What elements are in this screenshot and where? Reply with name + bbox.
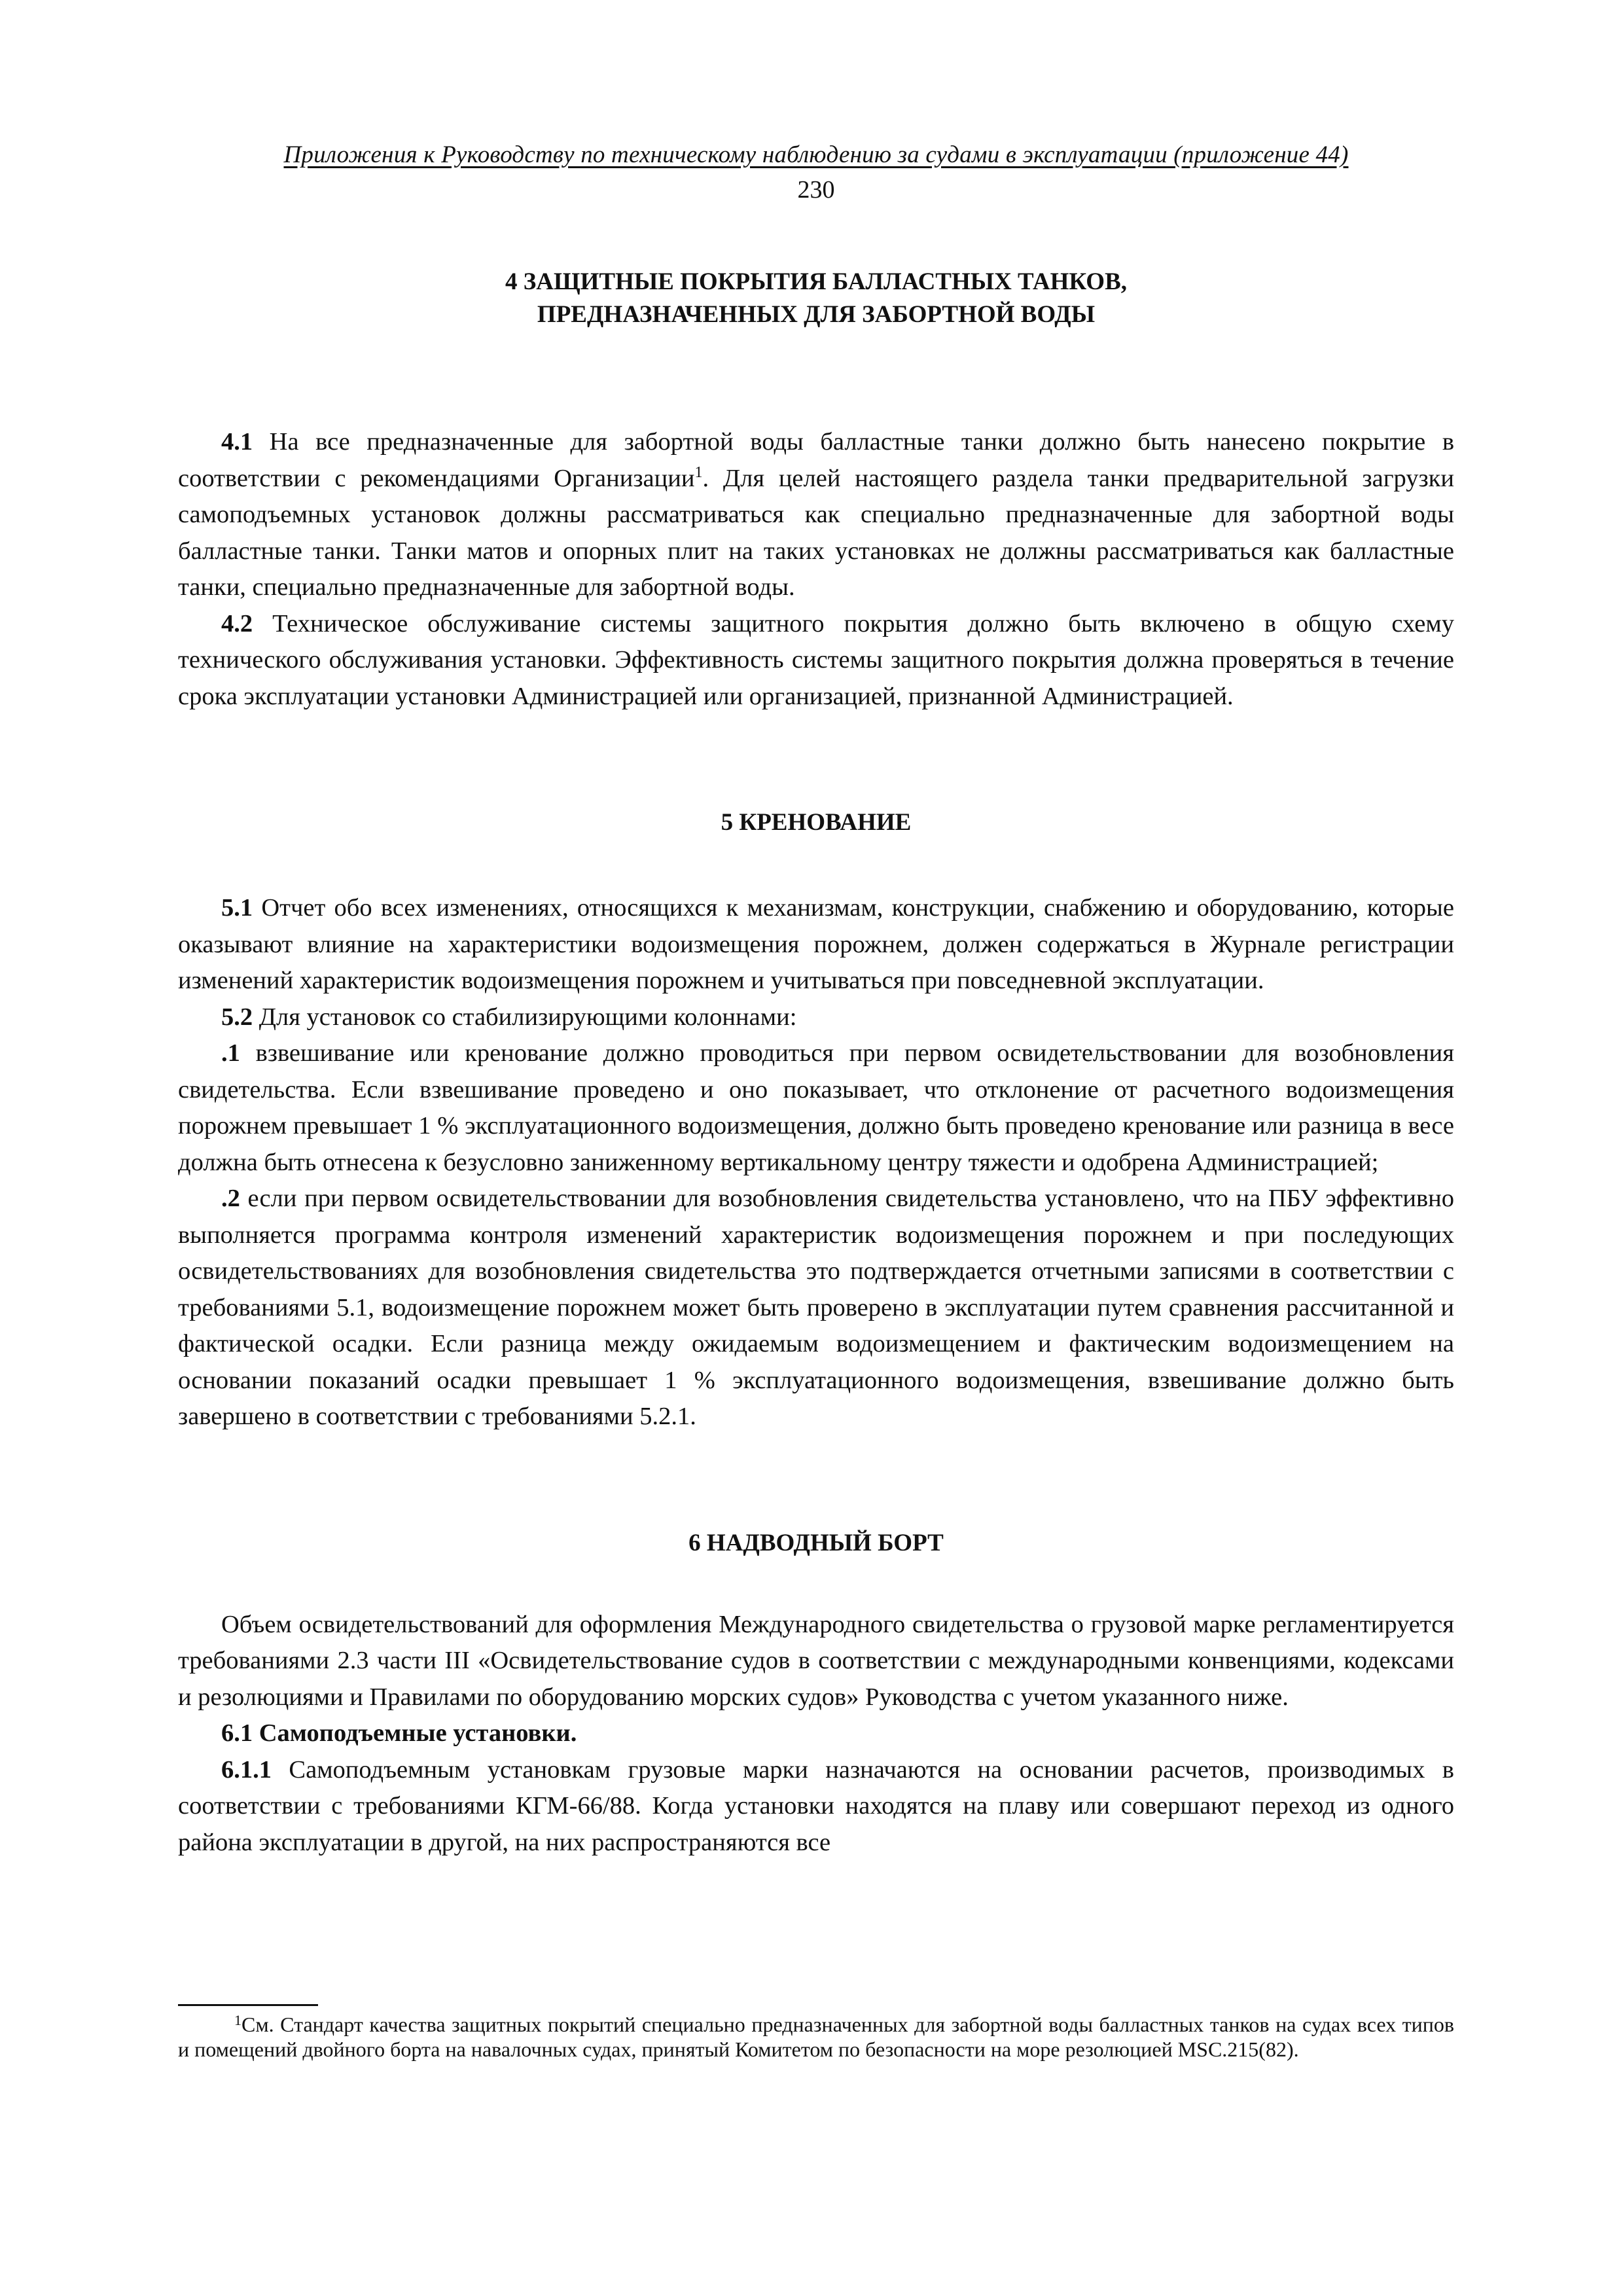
section-6-heading: 6 НАДВОДНЫЙ БОРТ <box>688 1529 944 1556</box>
paragraph-4-1-text-a: На все предназначенные для забортной воды балластные танки должно быть нанесено покрытие в соответствии с рекомендациями Организации <box>178 428 1454 492</box>
item-1-text: взвешивание или кренование должно проводиться при первом освидетельствовании для возобновления свидетельства. Если взвешивание проведено и оно показывает, что отклонение от расчетного водоизмещения порожнем превышает 1 % эксплуатационного водоизмещения, должно быть проведено кренование или разница в весе должна быть отнесена к безусловно заниженному вертикальному центру тяжести и одобрена Администрацией; <box>178 1039 1454 1176</box>
running-header: Приложения к Руководству по техническому наблюдению за судами в эксплуатации (приложение 44) <box>283 141 1349 168</box>
paragraph-5-2-text: Для установок со стабилизирующими колоннами: <box>253 1003 797 1031</box>
paragraph-4-1-number: 4.1 <box>221 428 253 456</box>
paragraph-5-2 <box>178 999 1454 1036</box>
section-4-heading-line-1: 4 ЗАЩИТНЫЕ ПОКРЫТИЯ БАЛЛАСТНЫХ ТАНКОВ, <box>505 268 1128 295</box>
item-2-number: .2 <box>221 1185 240 1212</box>
section-4-heading-line-2: ПРЕДНАЗНАЧЕННЫХ ДЛЯ ЗАБОРТНОЙ ВОДЫ <box>537 301 1096 328</box>
paragraph-4-1-text-b: . Для целей настоящего раздела танки предварительной загрузки самоподъемных установок должны рассматриваться как специально предназначенные для забортной воды балластные танки. Танки матов и опорных плит на таких установках не должны рассматриваться как балластные танки, специально предназначенные для забортной воды. <box>178 464 1454 601</box>
footnote <box>178 2012 1454 2062</box>
paragraph-5-1 <box>178 890 1454 999</box>
page-number: 230 <box>797 176 835 204</box>
footnote-text: См. Стандарт качества защитных покрытий специально предназначенных для забортной воды балластных танков на судах всех типов и помещений двойного борта на навалочных судах, принятый Комитетом по безопасности на море резолюцией MSC.215(82). <box>178 2013 1454 2061</box>
paragraph-6-1-1-number: 6.1.1 <box>221 1755 272 1784</box>
paragraph-5-2-item-1 <box>178 1035 1454 1181</box>
paragraph-5-2-number: 5.2 <box>221 1003 253 1031</box>
paragraph-4-2 <box>178 606 1454 715</box>
footnote-separator <box>178 2004 318 2006</box>
paragraph-5-1-number: 5.1 <box>221 894 253 922</box>
paragraph-6-1-1 <box>178 1752 1454 1861</box>
section-4-heading <box>178 266 1454 331</box>
paragraph-6-intro: Объем освидетельствований для оформления Международного свидетельства о грузовой марке регламентируется требованиями 2.3 части III «Освидетельствование судов в соответствии с международными конвенциями, кодексами и резолюциями и Правилами по оборудованию морских судов» Руководства с учетом указанного ниже. <box>178 1610 1454 1711</box>
paragraph-4-2-number: 4.2 <box>221 609 253 637</box>
footnote-reference[interactable]: 1 <box>694 463 703 481</box>
paragraph-4-1 <box>178 424 1454 606</box>
section-5-heading: 5 КРЕНОВАНИЕ <box>721 809 912 836</box>
item-1-number: .1 <box>221 1039 240 1067</box>
paragraph-5-1-text: Отчет обо всех изменениях, относящихся к механизмам, конструкции, снабжению и оборудованию, которые оказывают влияние на характеристики водоизмещения порожнем, должен содержаться в Журнале регистрации изменений характеристик водоизмещения порожнем и учитываться при повседневной эксплуатации. <box>178 894 1454 994</box>
item-2-text: если при первом освидетельствовании для возобновления свидетельства установлено, что на ПБУ эффективно выполняется программа контроля изменений характеристик водоизмещения порожнем и при последующих освидетельствованиях для возобновления свидетельства это подтверждается отчетными записями в соответствии с требованиями 5.1, водоизмещение порожнем может быть проверено в эксплуатации путем сравнения рассчитанной и фактической осадки. Если разница между ожидаемым водоизмещением и фактическим водоизмещением на основании показаний осадки превышает 1 % эксплуатационного водоизмещения, взвешивание должно быть завершено в соответствии с требованиями 5.2.1. <box>178 1185 1454 1430</box>
footnote-marker: 1 <box>234 2012 241 2028</box>
paragraph-4-2-text: Техническое обслуживание системы защитного покрытия должно быть включено в общую схему технического обслуживания установки. Эффективность системы защитного покрытия должна проверяться в течение срока эксплуатации установки Администрацией или организацией, признанной Администрацией. <box>178 609 1454 710</box>
paragraph-6-1-1-text: Самоподъемным установкам грузовые марки назначаются на основании расчетов, производимых в соответствии с требованиями КГМ-66/88. Когда установки находятся на плаву или совершают переход из одного района эксплуатации в другой, на них распространяются все <box>178 1755 1454 1856</box>
paragraph-5-2-item-2 <box>178 1181 1454 1435</box>
subsection-6-1-title: 6.1 Самоподъемные установки. <box>221 1719 577 1747</box>
